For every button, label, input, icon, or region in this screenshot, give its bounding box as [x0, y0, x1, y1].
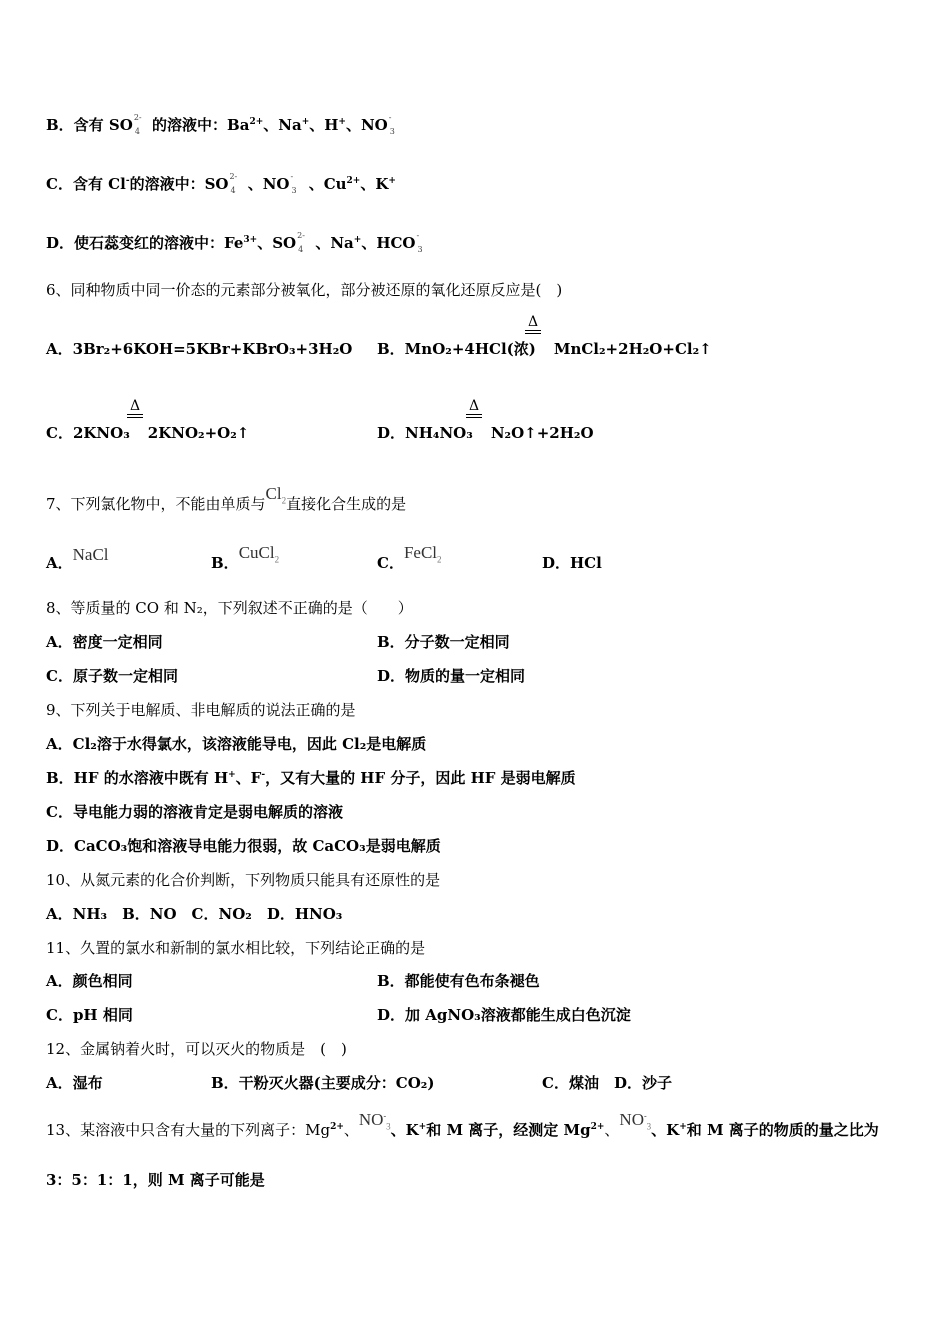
q7-option-b: B．CuCl$_2$ [211, 543, 280, 572]
q9-option-d: D．CaCO₃饱和溶液导电能力很弱，故 CaCO₃是弱电解质 [46, 837, 441, 855]
q11-stem: 11、久置的氯水和新制的氯水相比较，下列结论正确的是 [46, 939, 426, 957]
q6-option-d: D．NH₄NO₃ N₂O↑+2H₂O [377, 424, 594, 442]
q7-option-c: C．FeCl$_2$ [377, 543, 442, 572]
q8-option-a: A．密度一定相同 [46, 633, 163, 651]
q8-option-b: B．分子数一定相同 [377, 633, 510, 651]
q6-c-heat-icon: Δ [127, 398, 143, 418]
q11-option-d: D．加 AgNO₃溶液都能生成白色沉淀 [377, 1006, 631, 1024]
q8-option-d: D．物质的量一定相同 [377, 667, 526, 685]
q6-option-a: A．3Br₂+6KOH=5KBr+KBrO₃+3H₂O [46, 340, 353, 358]
q11-option-c: C．pH 相同 [46, 1006, 133, 1024]
q8-option-c: C．原子数一定相同 [46, 667, 178, 685]
q12-option-b: B．干粉灭火器(主要成分：CO₂) [211, 1074, 435, 1092]
q5-option-c: C．含有 Cl-的溶液中：SO 2- 4 、NO - 3 、$Cu^{2+}$、K+ [46, 172, 396, 195]
q10-stem: 10、从氮元素的化合价判断，下列物质只能具有还原性的是 [46, 871, 441, 889]
q9-option-a: A．Cl₂溶于水得氯水，该溶液能导电，因此 Cl₂是电解质 [46, 735, 427, 753]
q13-stem: 13、某溶液中只含有大量的下列离子：$Mg^{2+}$、$NO^-_3$、K+和 M 离子，经测定 $Mg^{2+}$、$NO^-_3$、K+和 M 离子的物质的量之比为 [46, 1110, 879, 1139]
q7-option-d: D．HCl [542, 554, 602, 572]
q11-option-b: B．都能使有色布条褪色 [377, 972, 540, 990]
q6-option-b: B．MnO₂+4HCl(浓) MnCl₂+2H₂O+Cl₂↑ [377, 340, 712, 358]
q7-stem: 7、下列氯化物中，不能由单质与$Cl_2$直接化合生成的是 [46, 484, 407, 513]
q12-option-a: A．湿布 [46, 1074, 103, 1092]
q7-option-a: A．NaCl [46, 545, 109, 572]
q5-option-b: B．含有 SO 2- 4 的溶液中：$Ba^{2+}$、Na+、H+、NO - 3 [46, 113, 395, 136]
q9-stem: 9、下列关于电解质、非电解质的说法正确的是 [46, 701, 356, 719]
q6-option-c: C．2KNO₃ 2KNO₂+O₂↑ [46, 424, 250, 442]
q6-d-heat-icon: Δ [466, 398, 482, 418]
q5-option-d: D．使石蕊变红的溶液中：$Fe^{3+}$、SO 2- 4 、Na+、HCO - 3 [46, 231, 423, 254]
q6-b-heat-icon: Δ [525, 314, 541, 334]
q9-option-c: C．导电能力弱的溶液肯定是弱电解质的溶液 [46, 803, 343, 821]
q12-option-cd: C．煤油 D．沙子 [542, 1074, 672, 1092]
q12-stem: 12、金属钠着火时，可以灭火的物质是 ( ) [46, 1040, 347, 1058]
q13-stem-line2: 3：5：1：1，则 M 离子可能是 [46, 1171, 265, 1189]
q9-option-b: B．HF 的水溶液中既有 H+、F-，又有大量的 HF 分子，因此 HF 是弱电解质 [46, 769, 576, 787]
q6-stem: 6、同种物质中同一价态的元素部分被氧化，部分被还原的氧化还原反应是( ) [46, 281, 563, 299]
q10-options: A．NH₃ B．NO C．NO₂ D．HNO₃ [46, 905, 343, 923]
q8-stem: 8、等质量的 CO 和 N₂，下列叙述不正确的是（ ） [46, 599, 413, 617]
q11-option-a: A．颜色相同 [46, 972, 133, 990]
